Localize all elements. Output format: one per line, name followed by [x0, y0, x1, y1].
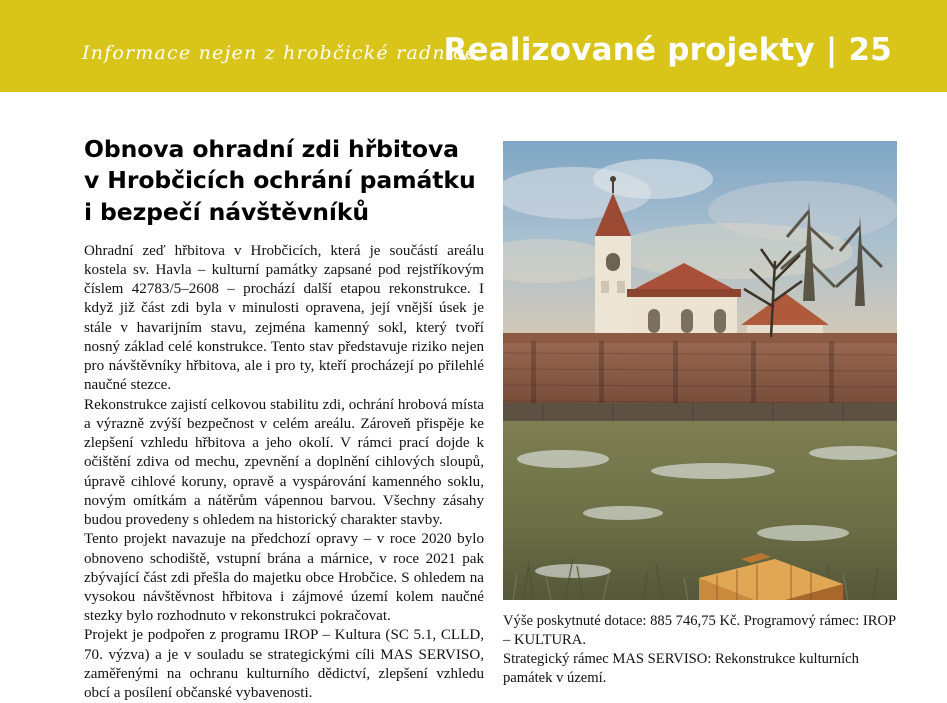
article-paragraph: Rekonstrukce zajistí celkovou stabilitu zdi, ochrání hrobová místa a výrazně zvýší bezpečnost v celém areálu. Zároveň přispěje ke zlepšení vzhledu hřbitova a jeho okolí. V rámci prací dojde k očištění zdiva od mechu, zpevnění a doplnění cihlových sloupů, úpravě cihlové koruny, opravě a vyspárování kamenného soklu, novým omítkám a nátěrům vápennou barvou. Všechny zásahy budou provedeny s ohledem na historický charakter stavby.	[84, 396, 484, 529]
article-column	[84, 134, 484, 703]
header-section-title: Realizované projekty | 25	[443, 32, 892, 68]
article-paragraph: Tento projekt navazuje na předchozí opravy – v roce 2020 bylo obnoveno schodiště, vstupní brána a márnice, v roce 2021 pak zbývající část zdi přešla do majetku obce Hrobčice. S ohledem na vysokou návštěvnost hřbitova i zájmové území kolem naučné stezky bylo rozhodnuto v rekonstrukci pokračovat.	[84, 531, 484, 625]
headline-line-1: Obnova ohradní zdi hřbitova	[84, 135, 459, 163]
page-content	[0, 96, 947, 702]
caption-line: Výše poskytnuté dotace: 885 746,75 Kč. Programový rámec: IROP – KULTURA.	[503, 613, 896, 648]
caption-line: Strategický rámec MAS SERVISO: Rekonstrukce kulturních památek v území.	[503, 650, 859, 686]
article-paragraph: Projekt je podpořen z programu IROP – Kultura (SC 5.1, CLLD, 70. výzva) a je v souladu se strategickými cíli MAS SERVISO, zaměřenými na ochranu kulturního dědictví, zlepšení vzhledu obcí a posílení občanské vybavenosti.	[84, 627, 484, 702]
article-body	[84, 242, 484, 703]
article-photo	[503, 141, 897, 600]
article-headline	[84, 134, 484, 228]
headline-line-2: v Hrobčicích ochrání památku	[84, 166, 476, 195]
header-publication-title: Informace nejen z hrobčické radnice	[82, 42, 478, 64]
headline-line-3: i bezpečí návštěvníků	[84, 197, 370, 226]
photo-caption	[503, 612, 903, 688]
article-paragraph: Ohradní zeď hřbitova v Hrobčicích, která je součástí areálu kostela sv. Havla – kulturní památky zapsané pod rejstříkovým číslem 42783/5–2608 – prochází další etapou rekonstrukce. I když již část zdi byla v minulosti opravena, její vnější úsek je stále v havarijním stavu, zejména kamenný sokl, který tvoří nosný základ celé konstrukce. Tento stav představuje riziko nejen pro návštěvníky hřbitova, ale i pro ty, kteří procházejí po přilehlé naučné stezce.	[84, 242, 484, 394]
page-header-band	[0, 0, 947, 92]
